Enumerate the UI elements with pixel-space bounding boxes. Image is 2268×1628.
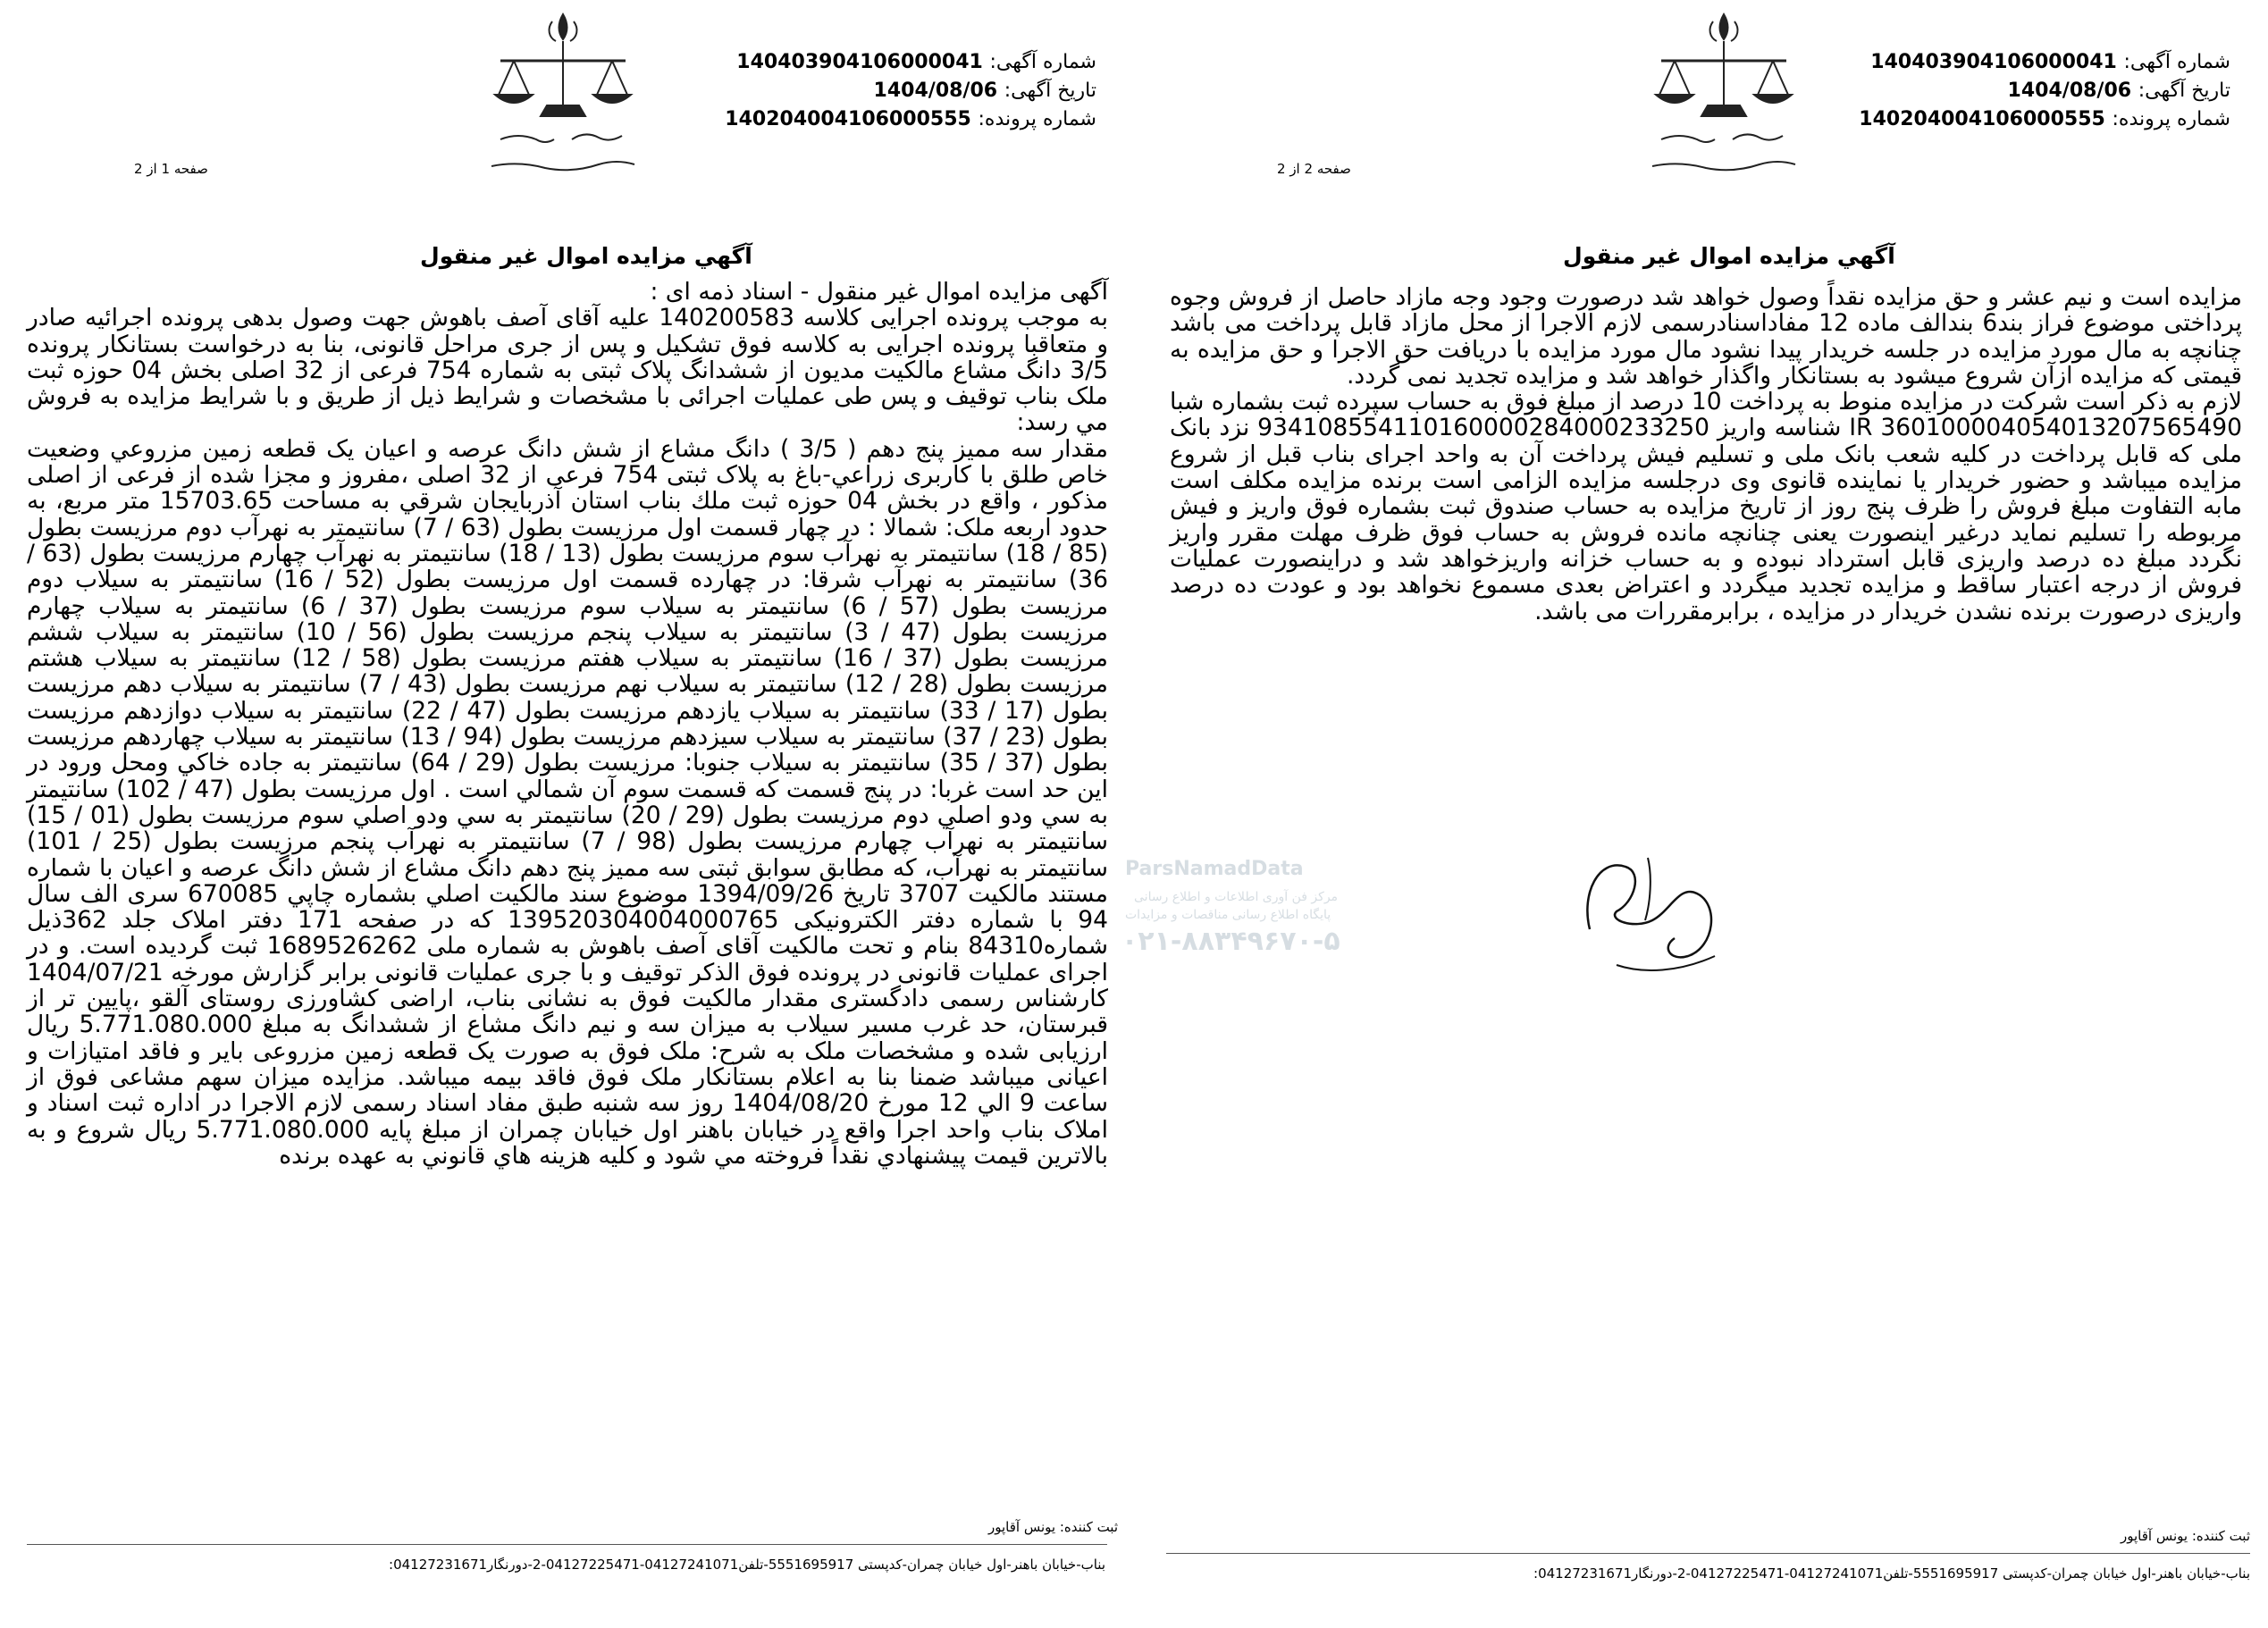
body-paragraph: لازم به ذکر است شرکت در مزايده منوط به پرداخت 10 درصد از مبلغ فوق به حساب سپرده ثبت بشماره شبا IR 360100004054013207565490 شناسه واريز 934108554110160000284000233250 نزد بانک ملی که قابل پرداخت در کليه شعب بانک ملی و تسليم فيش پرداخت آن به واحد اجرای بناب قبل از شروع مزايده ميباشد و حضور خريدار يا نماينده قانوی وی درجلسه مزايده الزامی است برنده مزايده مکلف است مابه التفاوت مبلغ فروش را ظرف پنج روز از تاريخ مزايده به حساب صندوق ثبت بشماره فوق واريز و فيش مربوطه را تسليم نمايد درغير اينصورت يعنی چنانچه مانده فروش به حساب فوق ظرف مهلت مقرر واريز نگردد مبلغ ده درصد واريزی قابل استرداد نبوده و به حساب خزانه واريزخواهد شد و دراينصورت عمليات فروش از درجه اعتبار ساقط و مزايده تجديد ميگردد و اعتراض بعدی مسموع نخواهد بود و عودت ده درصد واريزی درصورت برنده نشدن خريدار در مزايده ، برابرمقررات می باشد.	[1170, 388, 2242, 625]
file-number-label: شماره پرونده:	[2112, 108, 2230, 130]
footer-divider	[1166, 1553, 2250, 1554]
notice-body	[27, 279, 1108, 1169]
watermark	[1089, 858, 1438, 1036]
notice-title: آگهي مزايده اموال غير منقول	[1563, 243, 1895, 269]
watermark-phone: ۰۲۱-۸۸۳۴۹۶۷۰-۵	[1121, 926, 1340, 957]
file-number: 140204004106000555	[1859, 108, 2105, 130]
signature-icon	[1563, 822, 1742, 1001]
notice-meta	[725, 48, 1096, 134]
notice-title: آگهي مزايده اموال غير منقول	[420, 243, 752, 269]
judiciary-emblem-icon	[465, 5, 661, 193]
registrar: ثبت کننده: یونس آقاپور	[987, 1519, 1118, 1535]
file-number: 140204004106000555	[725, 108, 971, 130]
notice-number: 140403904106000041	[1870, 51, 2117, 73]
page-footer	[0, 1519, 1134, 1590]
notice-number: 140403904106000041	[736, 51, 983, 73]
file-number-label: شماره پرونده:	[978, 108, 1096, 130]
judiciary-emblem-icon	[1625, 5, 1822, 193]
registrar: ثبت کننده: یونس آقاپور	[2120, 1528, 2250, 1544]
body-paragraph: به موجب پرونده اجرایی کلاسه 140200583 علیه آقای آصف باهوش جهت وصول بدهی پرونده اجرائیه صادر و متعاقبا پرونده اجرایی به کلاسه فوق تشکیل و پس از جری مراحل قانونی، بنا به درخواست بستانکار پرونده 3/5 دانگ مشاع مالکیت مدیون از ششدانگ پلاک ثبتی به شماره 754 فرعی از 32 اصلی بخش 04 حوزه ثبت ملک بناب توقیف و پس طی عملیات اجرائی با مشخصات و شرایط ذیل از طریق و با شرایط مزایده به فروش مي رسد:	[27, 304, 1109, 437]
notice-number-label: شماره آگهی:	[2123, 51, 2230, 73]
office-address: بناب-خیابان باهنر-اول خیابان چمران-کدپستی 5551695917-تلفن04127241071-04127225471-2-دورنگار04127231671:	[389, 1557, 1105, 1573]
notice-body	[1170, 284, 2242, 625]
notice-meta	[1859, 48, 2230, 134]
page-number: صفحه 1 از 2	[134, 161, 208, 177]
notice-date-label: تاریخ آگهی:	[1004, 80, 1096, 102]
page-number: صفحه 2 از 2	[1277, 161, 1351, 177]
notice-date: 1404/08/06	[873, 80, 998, 102]
office-address: بناب-خیابان باهنر-اول خیابان چمران-کدپستی 5551695917-تلفن04127241071-04127225471-2-دورنگار04127231671:	[1533, 1565, 2250, 1582]
watermark-line: پایگاه اطلاع رسانی مناقصات و مزایدات	[1125, 908, 1331, 922]
notice-date-label: تاریخ آگهی:	[2138, 80, 2230, 102]
notice-date: 1404/08/06	[2007, 80, 2132, 102]
notice-number-label: شماره آگهی:	[989, 51, 1096, 73]
watermark-line: مرکز فن آوری اطلاعات و اطلاع رسانی	[1134, 890, 1339, 904]
body-paragraph: مقدار سه مميز پنج دهم ( 3/5 ) دانگ مشاع از شش دانگ عرصه و اعيان یک قطعه زمين مزروعي وضعيت خاص طلق با کاربری زراعي-باغ به پلاک ثبتی 754 فرعی از 32 اصلی ،مفروز و مجزا شده از فرعی از اصلی مذکور ، واقع در بخش 04 حوزه ثبت ملك بناب استان آذربایجان شرقي به مساحت 15703.65 متر مربع، به حدود اربعه ملک: شمالا : در چهار قسمت اول مرزيست بطول (63 / 7) سانتيمتر به نهرآب دوم مرزيست بطول (85 / 18) سانتيمتر به نهرآب سوم مرزيست بطول (13 / 18) سانتيمتر به نهرآب چهارم مرزيست بطول (63 / 36) سانتيمتر به نهرآب شرقا: در چهارده قسمت اول مرزيست بطول (52 / 16) سانتيمتر به سيلاب دوم مرزيست بطول (57 / 6) سانتيمتر به سيلاب سوم مرزيست بطول (37 / 6) سانتيمتر به سيلاب چهارم مرزيست بطول (47 / 3) سانتيمتر به سيلاب پنجم مرزيست بطول (56 / 10) سانتيمتر به سيلاب ششم مرزيست بطول (37 / 16) سانتيمتر به سيلاب هفتم مرزيست بطول (58 / 12) سانتيمتر به سيلاب هشتم مرزيست بطول (28 / 12) سانتيمتر به سيلاب نهم مرزيست بطول (43 / 7) سانتيمتر به سيلاب دهم مرزيست بطول (17 / 33) سانتيمتر به سيلاب يازدهم مرزيست بطول (47 / 22) سانتيمتر به سيلاب دوازدهم مرزيست بطول (23 / 37) سانتيمتر به سيلاب سيزدهم مرزيست بطول (94 / 13) سانتيمتر به سيلاب چهاردهم مرزيست بطول (37 / 35) سانتيمتر به سيلاب جنوبا: مرزيست بطول (29 / 64) سانتيمتر به جاده خاكي ومحل ورود در اين حد است غربا: در پنج قسمت که قسمت سوم آن شمالي است . اول مرزيست بطول (47 / 102) سانتيمتر به سي ودو اصلي دوم مرزيست بطول (29 / 20) سانتيمتر به سي ودو اصلي سوم مرزيست بطول (01 / 15) سانتيمتر به نهرآب چهارم مرزيست بطول (98 / 7) سانتيمتر به نهرآب پنجم مرزيست بطول (25 / 101) سانتيمتر به نهرآب، که مطابق سوابق ثبتی سه مميز پنج دهم دانگ مشاع از شش دانگ عرصه و اعيان با شماره مستند مالکيت 3707 تاريخ 1394/09/26 موضوع سند مالکيت اصلي بشماره چاپي 670085 سری الف سال 94 با شماره دفتر الکترونيکی 139520304004000765 که در صفحه 171 دفتر املاک جلد 362ذيل شماره84310 بنام و تحت مالکيت آقای آصف باهوش به شماره ملی 1689526262 ثبت گرديده است. و در اجرای عمليات قانونی در پرونده فوق الذکر توقيف و با جری عمليات قانونی برابر گزارش مورخه 1404/07/21 کارشناس رسمی دادگستری مقدار مالکيت فوق به نشانی بناب، اراضی کشاورزی روستای آلقو ،پايين تر از قبرستان، حد غرب مسير سيلاب به ميزان سه و نيم دانگ مشاع از ششدانگ به مبلغ 5.771.080.000 ريال ارزيابی شده و مشخصات ملک به شرح: ملک فوق به صورت يک قطعه زمين مزروعی باير و فاقد امتيازات و اعيانی ميباشد ضمنا بنا به اعلام بستانکار ملک فوق فاقد بيمه ميباشد. مزايده ميزان سهم مشاعی فوق از ساعت 9 الي 12 مورخ 1404/08/20 روز سه شنبه طبق مفاد اسناد رسمی لازم الاجرا در اداره ثبت اسناد و املاک بناب واحد اجرا واقع در خيابان باهنر اول خيابان چمران از مبلغ پايه 5.771.080.000 ريال شروع و به بالاترين قيمت پيشنهادي نقداً فروخته مي شود و کليه هزينه هاي قانوني به عهده برنده	[27, 434, 1109, 1170]
footer-divider	[27, 1544, 1107, 1545]
watermark-name: ParsNamadData	[1125, 858, 1304, 880]
notice-page-2	[1121, 0, 2268, 1628]
body-paragraph: مزايده است و نيم عشر و حق مزايده نقداً وصول خواهد شد درصورت وجود وجه مازاد حاصل از فروش وجوه پرداختی موضوع فراز بند6 بندالف ماده 12 مفاداسنادرسمی لازم الاجرا از محل مازاد قابل پرداخت می باشد چنانچه به مال مورد مزايده در جلسه خريدار پيدا نشود مال مورد مزايده با دريافت حق الاجرا و حق مزايده به قيمتی که مزايده ازآن شروع ميشود به بستانکار واگذار خواهد شد و مزايده تجديد نمی گردد.	[1170, 283, 2242, 390]
body-paragraph: آگهی مزایده اموال غیر منقول - اسناد ذمه ای :	[650, 278, 1108, 306]
page-footer	[1134, 1526, 2268, 1598]
